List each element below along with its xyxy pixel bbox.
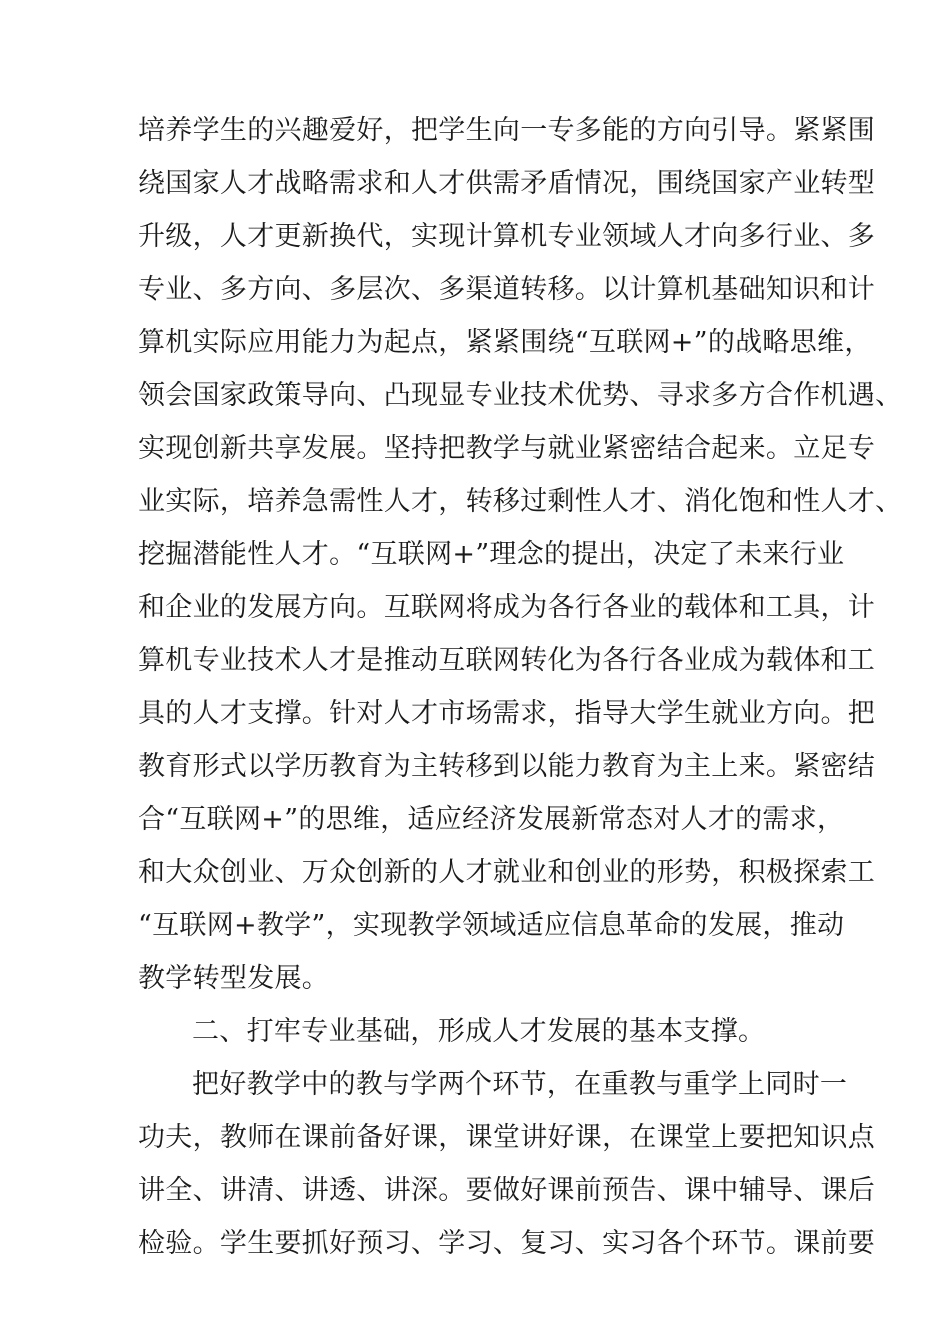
text-line: 绕国家人才战略需求和人才供需矛盾情况，围绕国家产业转型 — [138, 168, 876, 199]
text-line: 教学转型发展。 — [138, 963, 330, 994]
text-line: 功夫，教师在课前备好课，课堂讲好课，在课堂上要把知识点 — [138, 1122, 876, 1153]
text-line: 升级，人才更新换代，实现计算机专业领域人才向多行业、多 — [138, 221, 876, 252]
text-line: 讲全、讲清、讲透、讲深。要做好课前预告、课中辅导、课后 — [138, 1175, 876, 1206]
text-line: 教育形式以学历教育为主转移到以能力教育为主上来。紧密结 — [138, 751, 876, 782]
text-line: 算机专业技术人才是推动互联网转化为各行各业成为载体和工 — [138, 645, 876, 676]
text-line: 实现创新共享发展。坚持把教学与就业紧密结合起来。立足专 — [138, 433, 876, 464]
section-heading: 二、打牢专业基础，形成人才发展的基本支撑。 — [192, 1016, 766, 1047]
text-line: 挖掘潜能性人才。“互联网+”理念的提出，决定了未来行业 — [138, 539, 845, 570]
text-line: 算机实际应用能力为起点，紧紧围绕“互联网+”的战略思维， — [138, 327, 872, 358]
text-line: 专业、多方向、多层次、多渠道转移。以计算机基础知识和计 — [138, 274, 876, 305]
text-line: 培养学生的兴趣爱好，把学生向一专多能的方向引导。紧紧围 — [138, 115, 876, 146]
text-line: 合“互联网+”的思维，适应经济发展新常态对人才的需求， — [138, 804, 845, 835]
text-line: 和大众创业、万众创新的人才就业和创业的形势，积极探索工 — [138, 857, 876, 888]
text-line: 和企业的发展方向。互联网将成为各行各业的载体和工具，计 — [138, 592, 876, 623]
text-line: 领会国家政策导向、凸现显专业技术优势、寻求多方合作机遇、 — [138, 380, 903, 411]
text-line: 检验。学生要抓好预习、学习、复习、实习各个环节。课前要 — [138, 1228, 876, 1259]
text-line: 把好教学中的教与学两个环节，在重教与重学上同时一 — [192, 1069, 848, 1100]
text-line: 具的人才支撑。针对人才市场需求，指导大学生就业方向。把 — [138, 698, 876, 729]
text-line: 业实际，培养急需性人才，转移过剩性人才、消化饱和性人才、 — [138, 486, 903, 517]
text-line: “互联网+教学”，实现教学领域适应信息革命的发展，推动 — [138, 910, 845, 941]
